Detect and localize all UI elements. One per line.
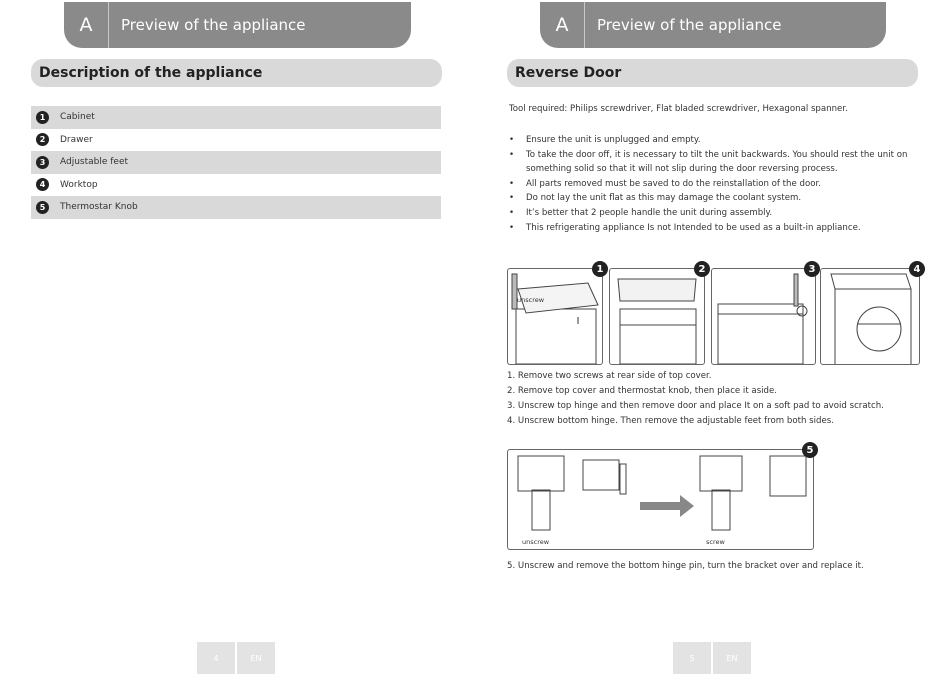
step-badge: 3 xyxy=(804,261,820,277)
part-row xyxy=(31,129,441,152)
step-text: 4. Unscrew bottom hinge. Then remove the adjustable feet from both sides. xyxy=(507,416,834,426)
chapter-tab xyxy=(540,2,886,48)
part-row xyxy=(31,174,441,197)
step-text: 1. Remove two screws at rear side of top cover. xyxy=(507,371,712,381)
hinge-pin-illustration xyxy=(508,450,813,549)
part-number-badge: 1 xyxy=(36,111,49,124)
bullet-item: • Do not lay the unit flat as this may damage the coolant system. xyxy=(509,191,929,206)
step-badge: 4 xyxy=(909,261,925,277)
section-title: Description of the appliance xyxy=(31,59,442,87)
diagram-step-1 xyxy=(507,263,604,365)
language-code: EN xyxy=(237,642,275,674)
page-number: 5 xyxy=(673,642,711,674)
part-label: Cabinet xyxy=(60,112,95,123)
bullet-item: • All parts removed must be saved to do the reinstallation of the door. xyxy=(509,177,929,192)
step-badge: 2 xyxy=(694,261,710,277)
diagram-step-5 xyxy=(507,444,814,550)
diagram-step-2 xyxy=(609,263,706,365)
bullet-item: • Ensure the unit is unplugged and empty. xyxy=(509,133,929,148)
diagram-step-3 xyxy=(711,263,816,365)
screw-label: screw xyxy=(706,538,725,546)
chapter-tab xyxy=(64,2,411,48)
part-number-badge: 3 xyxy=(36,156,49,169)
bottom-hinge-illustration xyxy=(821,269,919,364)
step-text: 2. Remove top cover and thermostat knob, then place it aside. xyxy=(507,386,778,396)
bullet-item: • This refrigerating appliance Is not Intended to be used as a built-in appliance. xyxy=(509,221,929,236)
remove-screws-illustration xyxy=(508,269,602,364)
part-number-badge: 2 xyxy=(36,133,49,146)
parts-list xyxy=(31,106,441,219)
chapter-letter: A xyxy=(64,2,109,48)
section-title: Reverse Door xyxy=(507,59,918,87)
step-badge: 1 xyxy=(592,261,608,277)
chapter-letter: A xyxy=(540,2,585,48)
tool-required-text: Tool required: Philips screwdriver, Flat bladed screwdriver, Hexagonal spanner. xyxy=(509,104,848,114)
part-label: Adjustable feet xyxy=(60,157,129,168)
step-badge: 5 xyxy=(802,442,818,458)
part-row xyxy=(31,151,441,174)
bullet-item: • It’s better that 2 people handle the unit during assembly. xyxy=(509,206,929,221)
part-row xyxy=(31,196,441,219)
bullet-item: • To take the door off, it is necessary to tilt the unit backwards. You should rest the unit on something solid so that it will not slip during the door reversing process. xyxy=(509,148,929,177)
language-code: EN xyxy=(713,642,751,674)
step-text: 5. Unscrew and remove the bottom hinge pin, turn the bracket over and replace it. xyxy=(507,561,864,571)
part-row xyxy=(31,106,441,129)
step-list xyxy=(507,369,927,429)
page-footer xyxy=(673,642,751,674)
remove-door-illustration xyxy=(712,269,815,364)
instruction-bullets xyxy=(509,133,929,235)
page-number: 4 xyxy=(197,642,235,674)
step-text: 3. Unscrew top hinge and then remove door and place It on a soft pad to avoid scratch. xyxy=(507,401,884,411)
part-number-badge: 4 xyxy=(36,178,49,191)
unscrew-label: unscrew xyxy=(522,538,550,546)
diagram-step-4 xyxy=(820,263,921,365)
part-label: Drawer xyxy=(60,134,93,145)
part-label: Worktop xyxy=(60,179,98,190)
chapter-title: Preview of the appliance xyxy=(597,16,782,34)
chapter-title: Preview of the appliance xyxy=(121,16,306,34)
page-footer xyxy=(197,642,275,674)
part-label: Thermostar Knob xyxy=(60,202,138,213)
part-number-badge: 5 xyxy=(36,201,49,214)
remove-top-cover-illustration xyxy=(610,269,704,364)
unscrew-label: unscrew xyxy=(517,296,545,304)
